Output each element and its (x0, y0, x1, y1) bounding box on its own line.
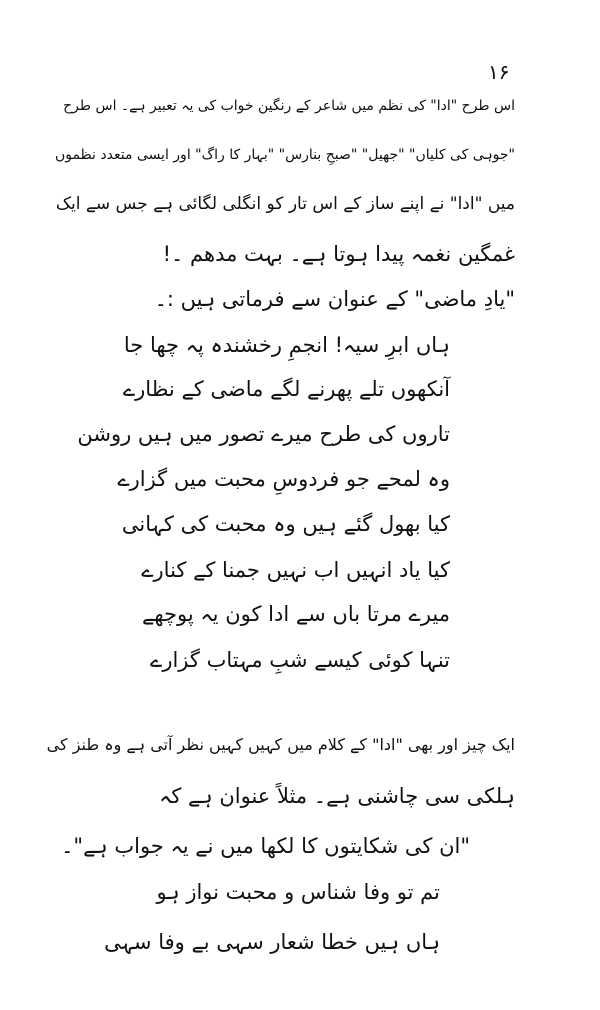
poem-verse: وہ لمحے جو فردوسِ محبت میں گزارے (117, 467, 450, 491)
paragraph-line: ہلکی سی چاشنی ہے۔ مثلاً عنوان ہے کہ (159, 784, 515, 808)
poem-verse: کیا بھول گئے ہیں وہ محبت کی کہانی (121, 512, 450, 536)
paragraph-line: میں "ادا" نے اپنے ساز کے اس تار کو انگلی لگائی ہے جس سے ایک (55, 194, 515, 214)
paragraph-line: "جوہی کی کلیاں" "جھیل" "صبحِ بنارس" "بہار کا راگ" اور ایسی متعدد نظموں (54, 147, 515, 163)
poem-verse: میرے مرتا باں سے ادا کون یہ پوچھے (142, 602, 450, 626)
paragraph-line: غمگین نغمہ پیدا ہوتا ہے۔ بہت مدھم ۔! (162, 242, 515, 266)
poem-introduction: "ان کی شکایتوں کا لکھا میں نے یہ جواب ہے"۔ (61, 834, 470, 858)
poem-verse: تاروں کی طرح میرے تصور میں ہیں روشن (77, 422, 450, 446)
poem-verse: تنہا کوئی کیسے شبِ مہتاب گزارے (150, 648, 450, 672)
paragraph-line: ایک چیز اور بھی "ادا" کے کلام میں کہیں کہیں نظر آتی ہے وہ طنز کی (46, 735, 515, 754)
poem-verse: کیا یاد انہیں اب نہیں جمنا کے کنارے (141, 558, 450, 582)
poem-introduction: "یادِ ماضی" کے عنوان سے فرماتی ہیں :۔ (154, 287, 515, 311)
poem-verse: ہاں ہیں خطا شعار سہی بے وفا سہی (104, 930, 440, 954)
paragraph-line: اس طرح "ادا" کی نظم میں شاعر کے رنگین خواب کی یہ تعبیر ہے۔ اس طرح (63, 98, 515, 114)
poem-verse: آنکھوں تلے پھرنے لگے ماضی کے نظارے (122, 377, 450, 401)
page-number: ۱۶ (488, 60, 510, 84)
poem-verse: تم تو وفا شناس و محبت نواز ہو (156, 880, 440, 904)
poem-verse: ہاں ابرِ سیہ! انجمِ رخشندہ پہ چھا جا (123, 333, 450, 357)
